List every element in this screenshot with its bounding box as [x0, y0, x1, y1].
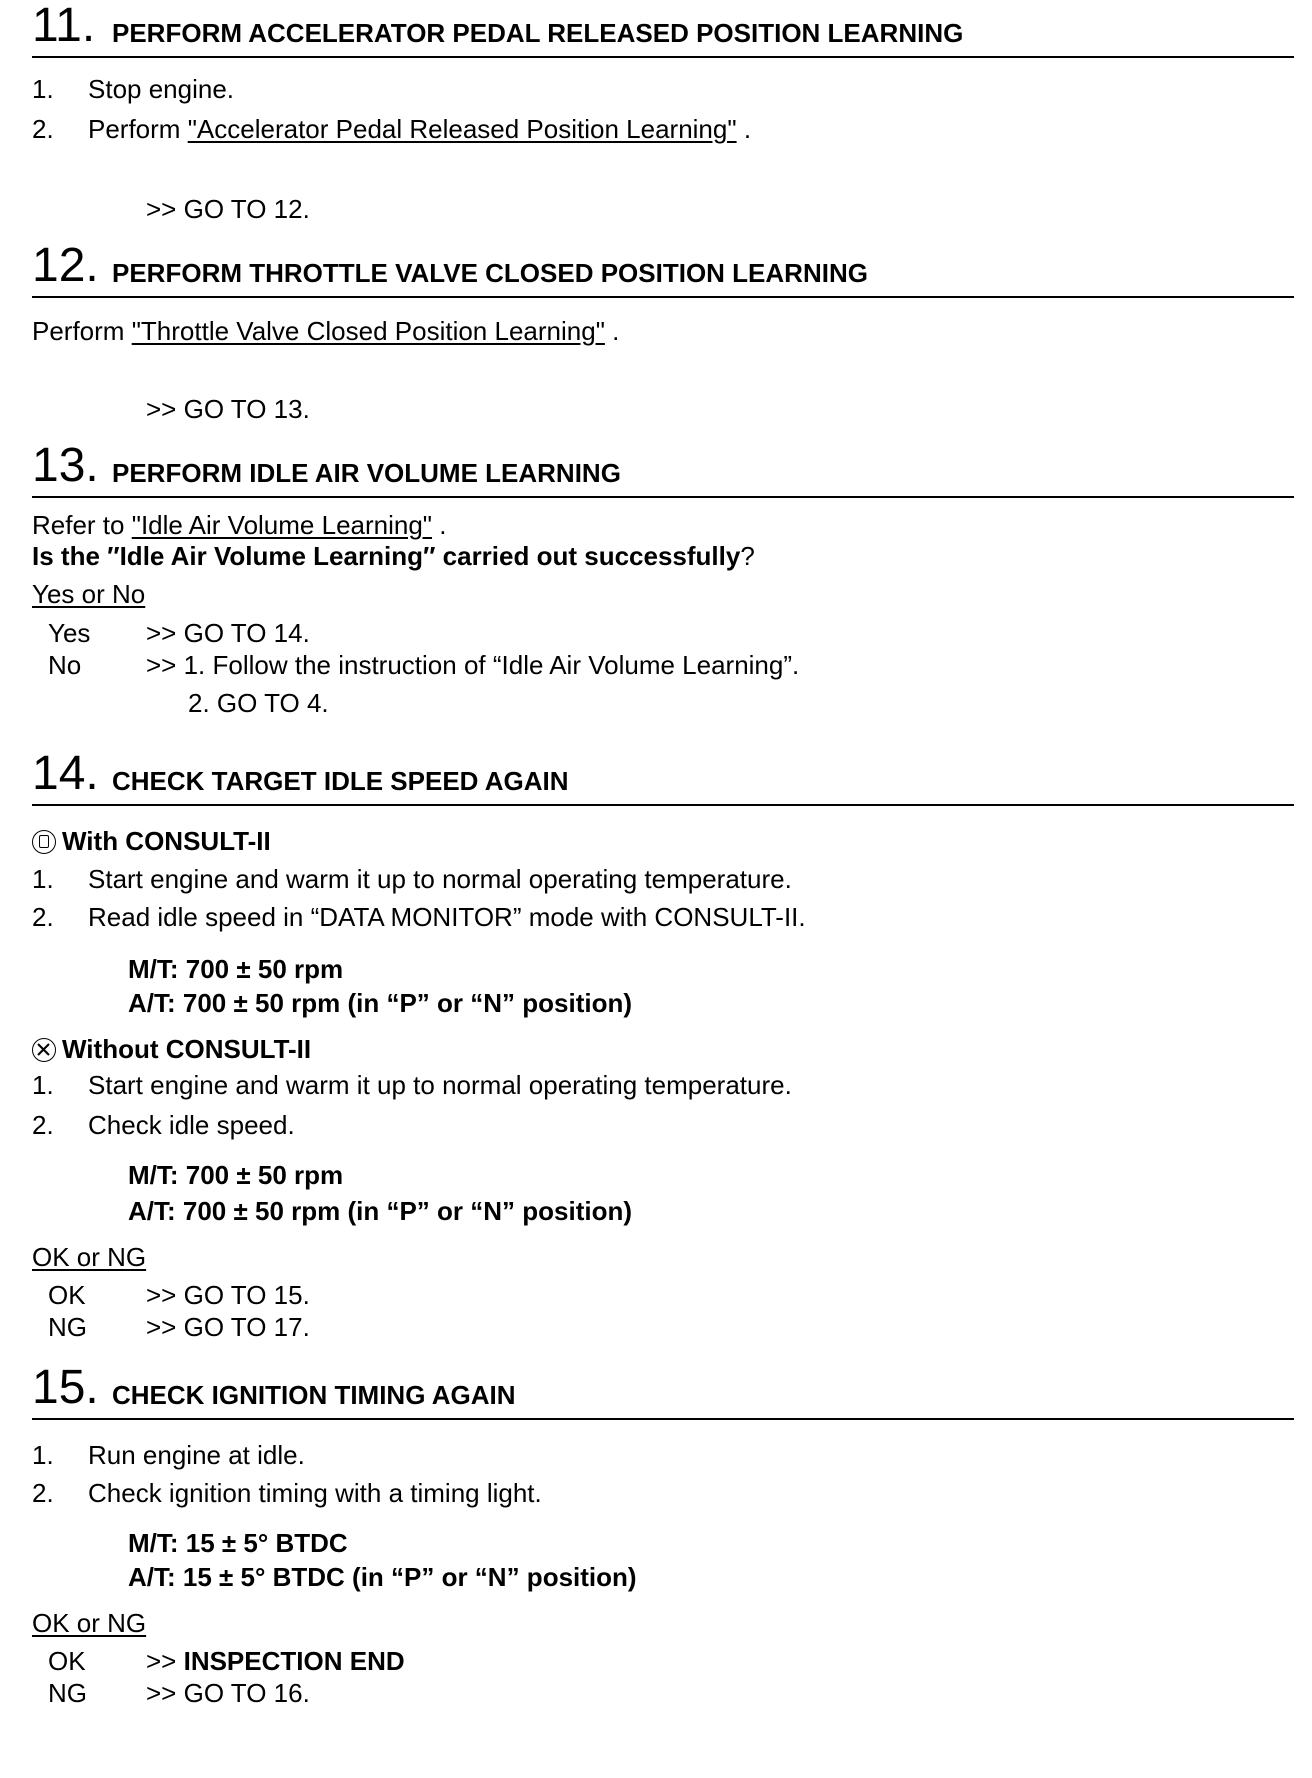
- section-header: [0, 0, 1312, 58]
- section-11: [0, 0, 1312, 224]
- spec-at: A/T: 700 ± 50 rpm (in “P” or “N” position): [128, 988, 632, 1018]
- text: Perform: [32, 316, 132, 346]
- list-number: 1.: [32, 74, 54, 104]
- list-number: 2.: [32, 114, 54, 144]
- no-consult-icon: [32, 1038, 56, 1062]
- choice-header: OK or NG: [32, 1608, 147, 1638]
- section-header: [0, 1362, 1312, 1420]
- step-number: 15.: [32, 1361, 99, 1414]
- question-text: Is the ″Idle Air Volume Learning″ carried out successfully: [32, 541, 741, 571]
- step-title: PERFORM THROTTLE VALVE CLOSED POSITION LEARNING: [112, 258, 868, 288]
- choice-label: Yes: [48, 618, 91, 648]
- list-number: 1.: [32, 1440, 54, 1470]
- list-number: 2.: [32, 1478, 54, 1508]
- spec-at: A/T: 700 ± 50 rpm (in “P” or “N” position): [128, 1196, 632, 1226]
- list-item: [88, 116, 751, 142]
- choice-header: Yes or No: [32, 579, 146, 609]
- spec-at: A/T: 15 ± 5° BTDC (in “P” or “N” position): [128, 1562, 637, 1592]
- step-title: CHECK IGNITION TIMING AGAIN: [112, 1380, 516, 1410]
- choice-label: OK: [48, 1646, 86, 1676]
- question-mark: ?: [740, 541, 755, 571]
- text: .: [736, 114, 752, 144]
- choice-action: >> GO TO 14.: [146, 618, 310, 648]
- section-15: [0, 1361, 1312, 1708]
- divider: [32, 56, 1294, 58]
- goto-text: >> GO TO 12.: [146, 194, 310, 224]
- choice-label: No: [48, 650, 82, 680]
- choice-action: >> GO TO 16.: [146, 1678, 310, 1708]
- list-item: Read idle speed in “DATA MONITOR” mode with CONSULT-II.: [88, 902, 806, 932]
- spec-mt: M/T: 700 ± 50 rpm: [128, 954, 344, 984]
- spec-mt: M/T: 700 ± 50 rpm: [128, 1160, 344, 1190]
- section-header: [0, 240, 1312, 298]
- link-throttle-valve-learning[interactable]: "Throttle Valve Closed Position Learning": [131, 316, 605, 346]
- section-14: [0, 747, 1312, 1342]
- divider: [32, 804, 1294, 806]
- text: Perform: [88, 114, 188, 144]
- subheading-without-consult: [32, 1036, 311, 1062]
- step-number: 12.: [32, 239, 99, 292]
- choice-action: >> GO TO 17.: [146, 1312, 310, 1342]
- subheading-with-consult: [32, 828, 271, 854]
- text: Refer to: [32, 510, 132, 540]
- list-number: 2.: [32, 1110, 54, 1140]
- link-idle-air-volume-learning[interactable]: "Idle Air Volume Learning": [131, 510, 433, 540]
- text: .: [432, 510, 447, 540]
- consult-icon: [32, 830, 56, 854]
- step-number: 11.: [32, 0, 96, 52]
- list-number: 2.: [32, 902, 54, 932]
- section-12: [0, 239, 1312, 424]
- choice-header: OK or NG: [32, 1242, 147, 1272]
- paragraph: [32, 512, 446, 538]
- text: .: [604, 316, 620, 346]
- step-number: 13.: [32, 439, 99, 492]
- step-title: PERFORM IDLE AIR VOLUME LEARNING: [112, 458, 621, 488]
- divider: [32, 496, 1294, 498]
- link-accelerator-pedal-learning[interactable]: "Accelerator Pedal Released Position Learning": [187, 114, 737, 144]
- goto-text: >> GO TO 13.: [146, 394, 310, 424]
- inspection-end-text: INSPECTION END: [183, 1646, 405, 1676]
- divider: [32, 296, 1294, 298]
- spec-mt: M/T: 15 ± 5° BTDC: [128, 1528, 348, 1558]
- choice-action: [146, 1648, 405, 1674]
- list-item: Check ignition timing with a timing light.: [88, 1478, 542, 1508]
- choice-label: NG: [48, 1312, 87, 1342]
- step-title: PERFORM ACCELERATOR PEDAL RELEASED POSITION LEARNING: [112, 18, 964, 48]
- choice-action: >> GO TO 15.: [146, 1280, 310, 1310]
- list-item: Run engine at idle.: [88, 1440, 305, 1470]
- choice-label: NG: [48, 1678, 87, 1708]
- question: [32, 543, 755, 569]
- step-number: 14.: [32, 747, 99, 800]
- subheading-text: With CONSULT-II: [62, 826, 271, 856]
- section-header: [0, 748, 1312, 806]
- list-number: 1.: [32, 864, 54, 894]
- paragraph: [32, 318, 619, 344]
- choice-label: OK: [48, 1280, 86, 1310]
- step-title: CHECK TARGET IDLE SPEED AGAIN: [112, 766, 569, 796]
- list-item: Start engine and warm it up to normal operating temperature.: [88, 864, 792, 894]
- list-number: 1.: [32, 1070, 54, 1100]
- choice-action: 2. GO TO 4.: [188, 688, 329, 718]
- list-item: Stop engine.: [88, 74, 235, 104]
- list-item: Check idle speed.: [88, 1110, 295, 1140]
- section-13: [0, 439, 1312, 718]
- list-item: Start engine and warm it up to normal operating temperature.: [88, 1070, 792, 1100]
- divider: [32, 1418, 1294, 1420]
- arrow-text: >>: [146, 1646, 184, 1676]
- section-header: [0, 440, 1312, 498]
- subheading-text: Without CONSULT-II: [62, 1034, 312, 1064]
- choice-action: >> 1. Follow the instruction of “Idle Air Volume Learning”.: [146, 650, 800, 680]
